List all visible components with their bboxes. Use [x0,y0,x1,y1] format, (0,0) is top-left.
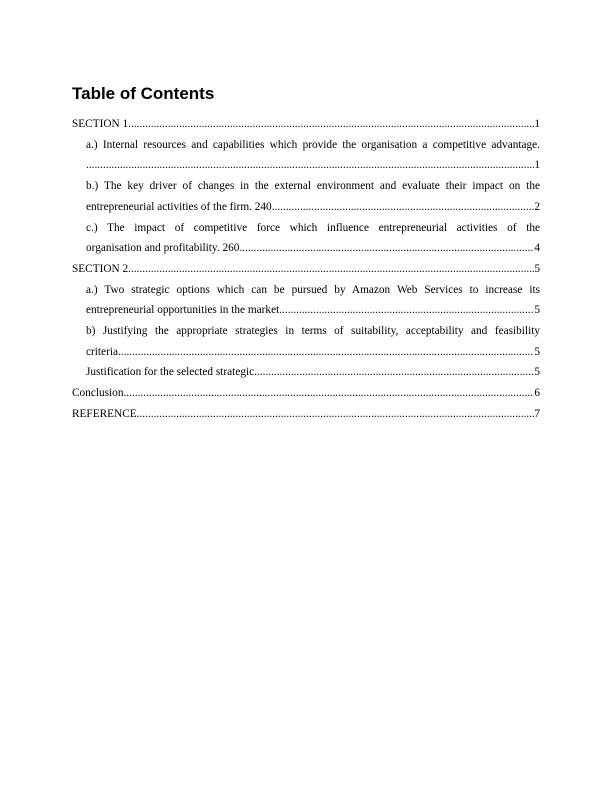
toc-leader-dots [137,404,535,425]
toc-leader-dots [254,362,534,383]
toc-entry-text: criteria [86,345,118,358]
toc-leader-dots [118,342,534,363]
toc-entry-text: SECTION 1 [72,118,129,130]
toc-page-number: 1 [534,118,540,130]
toc-leader-dots [123,383,534,404]
toc-page-number: 5 [534,366,540,379]
toc-page-number: 6 [534,387,540,400]
toc-leader-dots [279,300,534,321]
toc-entry-internal-resources[interactable] [72,135,540,176]
toc-entry-text: SECTION 2 [72,262,129,275]
toc-title: Table of Contents [72,84,215,103]
toc-entry-strategic-options[interactable] [72,280,540,321]
toc-entry-text: organisation and profitability. 260 [86,242,240,255]
toc-entry-section-1[interactable] [72,114,540,135]
toc-entry-line: a.) Two strategic options which can be pursued by Amazon Web Services to increase its [86,283,540,296]
toc-entry-line: b.) The key driver of changes in the external environment and evaluate their impact on the [86,180,540,193]
table-of-contents [72,114,540,425]
toc-page-number: 5 [534,262,540,275]
toc-leader-dots [86,155,534,176]
toc-entry-line: c.) The impact of competitive force which influence entrepreneurial activities of the [86,221,540,234]
toc-entry-text: entrepreneurial opportunities in the market [86,304,280,317]
toc-entry-key-driver[interactable] [72,176,540,217]
toc-entry-conclusion[interactable] [72,383,540,404]
toc-leader-dots [272,197,535,218]
toc-entry-text: entrepreneurial activities of the firm. 240 [86,200,272,213]
toc-entry-line: a.) Internal resources and capabilities which provide the organisation a competitive advantage. [86,138,540,151]
toc-page-number: 5 [534,345,540,358]
toc-leader-dots [128,114,534,135]
toc-page-number: 2 [534,200,540,213]
toc-entry-text: REFERENCE [72,407,137,420]
toc-entry-reference[interactable] [72,404,540,425]
toc-page-number: 4 [534,242,540,255]
toc-page-number: 1 [534,159,540,172]
toc-entry-competitive-force[interactable] [72,218,540,259]
toc-entry-justifying-strategies[interactable] [72,321,540,362]
toc-entry-text: Justification for the selected strategic [86,366,255,379]
toc-entry-text: Conclusion [72,387,124,400]
toc-entry-justification[interactable] [72,362,540,383]
toc-leader-dots [128,259,534,280]
toc-entry-line: b) Justifying the appropriate strategies in terms of suitability, acceptability and feasibility [86,325,540,338]
toc-page-number: 7 [534,407,540,420]
toc-page-number: 5 [534,304,540,317]
toc-leader-dots [239,238,534,259]
toc-entry-section-2[interactable] [72,259,540,280]
